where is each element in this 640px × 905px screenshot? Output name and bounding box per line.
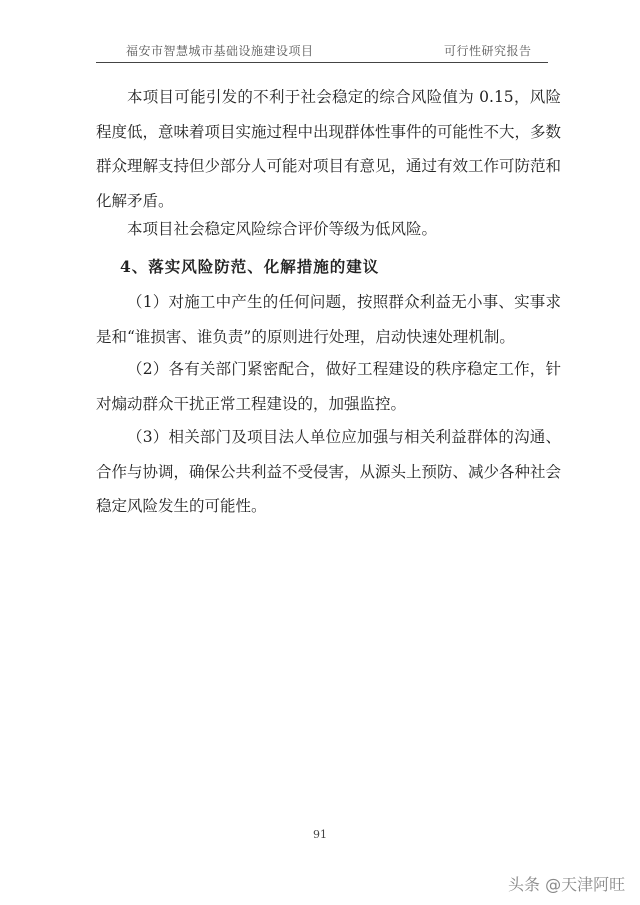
risk-value-paragraph: 本项目可能引发的不利于社会稳定的综合风险值为 0.15，风险程度低，意味着项目实施过程中出现群体性事件的可能性不大，多数群众理解支持但少部分人可能对项目有意见，通过有效工作可防范和化解矛盾。 [96, 88, 562, 210]
header-report-type: 可行性研究报告 [444, 44, 532, 58]
measure-item-3: （3）相关部门及项目法人单位应加强与相关利益群体的沟通、合作与协调，确保公共利益不受侵害，从源头上预防、减少各种社会稳定风险发生的可能性。 [96, 428, 562, 515]
measure-item-1: （1）对施工中产生的任何问题，按照群众利益无小事、实事求是和“谁损害、谁负责”的原则进行处理，启动快速处理机制。 [96, 293, 561, 346]
section-heading: 4、落实风险防范、化解措施的建议 [120, 257, 380, 276]
header-divider [96, 62, 548, 63]
risk-level-paragraph: 本项目社会稳定风险综合评价等级为低风险。 [127, 220, 438, 238]
watermark: 头条 @天津阿旺 [508, 875, 626, 894]
header-project-title: 福安市智慧城市基础设施建设项目 [126, 44, 314, 58]
measure-item-2: （2）各有关部门紧密配合，做好工程建设的秩序稳定工作，针对煽动群众干扰正常工程建设的，加强监控。 [96, 360, 561, 413]
page-number: 91 [313, 828, 327, 841]
